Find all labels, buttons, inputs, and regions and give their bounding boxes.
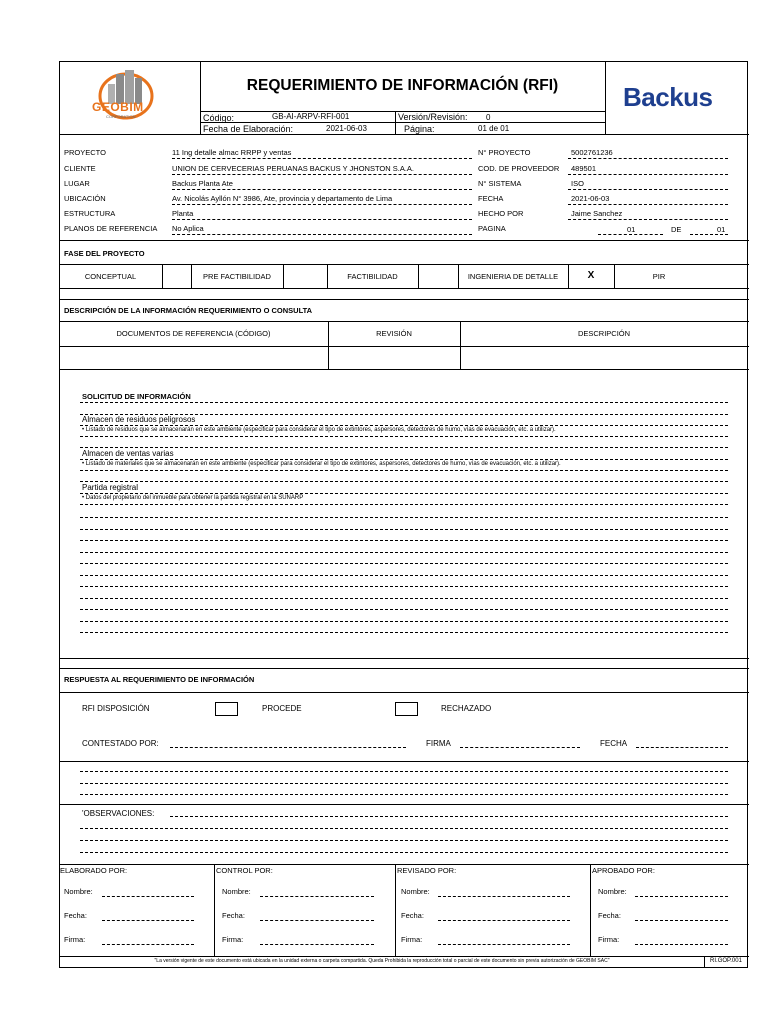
solicitud-title: SOLICITUD DE INFORMACIÓN [82,392,191,401]
footer-note: "La versión vigente de este documento está ubicada en la unidad externa o carpeta compartida. Queda Prohibida la reproducción total o parcial de este documento sin previa autorización de GEOBIM SAC" [154,958,610,964]
geobim-logo-text: GEOBIM [92,100,144,114]
hechopor-value: Jaime Sanchez [571,209,623,218]
cliente-label: CLIENTE [64,164,96,173]
observaciones-label: 'OBSERVACIONES: [82,809,155,818]
fase-title: FASE DEL PROYECTO [64,249,145,258]
elaborado-firma-label: Firma: [64,935,86,944]
codprov-value: 489501 [571,164,597,173]
aprobado-firma-field[interactable] [635,944,728,945]
cliente-value: UNION DE CERVECERIAS PERUANAS BACKUS Y JHONSTON S.A.A. [172,164,415,173]
observaciones-field[interactable] [170,816,728,817]
fecha-info-label: FECHA [478,194,504,203]
aprobado-fecha-field[interactable] [635,920,728,921]
rfi-disposicion-label: RFI DISPOSICIÓN [82,704,150,713]
solicitud-line-2: • Listado de materiales que se almacenarán en este ambiente (especificar para considerar el tipo de extintores, aspersores, detectores de humo, vías de evacuación, etc. a utilizar). [82,461,561,467]
fecha-respuesta-label: FECHA [600,739,628,748]
pagina-info-value: 01 [627,225,636,234]
control-firma-field[interactable] [260,944,374,945]
revisado-firma-label: Firma: [401,935,423,944]
fase-conceptual: CONCEPTUAL [84,272,137,281]
elaborado-label: ELABORADO POR: [60,866,128,875]
proyecto-label: PROYECTO [64,148,106,157]
contestado-field[interactable] [170,747,406,748]
pagina-value: 01 de 01 [478,124,510,133]
fecha-info-value: 2021-06-03 [571,194,610,203]
proyecto-value: 11 Ing detalle almac RRPP y ventas [172,148,292,157]
procede-checkbox[interactable] [215,702,238,716]
revisado-fecha-field[interactable] [438,920,570,921]
control-fecha-field[interactable] [260,920,374,921]
revisado-nombre-label: Nombre: [401,887,430,896]
fase-factibilidad: FACTIBILIDAD [347,272,398,281]
pagina-label: Página: [404,124,435,134]
revisado-label: REVISADO POR: [397,866,457,875]
col-descripcion: DESCRIPCIÓN [577,329,631,338]
ubicacion-label: UBICACIÓN [64,194,106,203]
solicitud-heading-3: Partida registral [82,483,139,492]
footer-code: RI.GOP.001 [710,958,742,964]
aprobado-fecha-label: Fecha: [598,911,621,920]
codigo-value: GB-AI-ARPV-RFI-001 [272,112,350,121]
backus-logo: Backus [623,82,713,112]
contestado-label: CONTESTADO POR: [82,739,159,748]
planos-value: No Aplica [172,224,204,233]
procede-label: PROCEDE [262,704,302,713]
elaborado-nombre-field[interactable] [102,896,194,897]
de-label: DE [671,225,682,234]
elaborado-nombre-label: Nombre: [64,887,93,896]
solicitud-heading-2: Almacen de ventas varias [82,449,174,458]
fecha-respuesta-field[interactable] [636,747,728,748]
version-label: Versión/Revisión: [398,112,468,122]
geobim-logo [78,66,178,124]
fecha-elaboracion-label: Fecha de Elaboración: [203,124,294,134]
fase-mark[interactable]: X [587,270,595,281]
nproyecto-label: N° PROYECTO [478,148,531,157]
ubicacion-value: Av. Nicolás Ayllón N° 3986, Ate, provincia y departamento de Lima [172,194,393,203]
codigo-label: Código: [203,113,235,123]
page-title: REQUERIMIENTO DE INFORMACIÓN (RFI) [246,77,559,94]
nsistema-label: N° SISTEMA [478,179,522,188]
lugar-label: LUGAR [64,179,90,188]
firma-label: FIRMA [426,739,451,748]
descripcion-title: DESCRIPCIÓN DE LA INFORMACIÓN REQUERIMIENTO O CONSULTA [64,306,313,315]
aprobado-firma-label: Firma: [598,935,620,944]
revisado-fecha-label: Fecha: [401,911,424,920]
geobim-logo-subtext: CORPORATION [106,114,136,119]
fase-ingenieria-detalle: INGENIERIA DE DETALLE [467,272,559,281]
revisado-nombre-field[interactable] [438,896,570,897]
elaborado-fecha-label: Fecha: [64,911,87,920]
lugar-value: Backus Planta Ate [172,179,233,188]
control-nombre-field[interactable] [260,896,374,897]
fase-prefactibilidad: PRE FACTIBILIDAD [203,272,271,281]
revisado-firma-field[interactable] [438,944,570,945]
solicitud-heading-1: Almacen de residuos peligrosos [82,415,196,424]
form-frame [59,61,748,968]
control-nombre-label: Nombre: [222,887,251,896]
nproyecto-value: 5002761236 [571,148,613,157]
firma-field[interactable] [460,747,580,748]
de-value: 01 [717,225,726,234]
col-revision: REVISIÓN [376,329,412,338]
codprov-label: COD. DE PROVEEDOR [478,164,560,173]
nsistema-value: ISO [571,179,584,188]
solicitud-line-1: • Listado de residuos que se almacenarán en este ambiente (especificar para considerar el tipo de extintores, aspersores, detectores de humo, vías de evacuación, etc. a utilizar). [82,427,556,433]
elaborado-fecha-field[interactable] [102,920,194,921]
control-firma-label: Firma: [222,935,244,944]
solicitud-line-3: • Datos del propietario del inmueble para obtener la partida registral en la SUNARP [82,495,304,501]
col-documentos-referencia: DOCUMENTOS DE REFERENCIA (CÓDIGO) [116,329,271,338]
control-label: CONTROL POR: [216,866,273,875]
elaborado-firma-field[interactable] [102,944,194,945]
fecha-elaboracion-value: 2021-06-03 [326,124,367,133]
hechopor-label: HECHO POR [478,209,524,218]
version-value: 0 [486,113,491,122]
rechazado-checkbox[interactable] [395,702,418,716]
estructura-value: Planta [172,209,194,218]
estructura-label: ESTRUCTURA [64,209,116,218]
aprobado-nombre-label: Nombre: [598,887,627,896]
pagina-info-label: PAGINA [478,224,506,233]
planos-label: PLANOS DE REFERENCIA [64,224,158,233]
fase-pir: PIR [652,272,666,281]
rechazado-label: RECHAZADO [441,704,492,713]
aprobado-label: APROBADO POR: [592,866,655,875]
control-fecha-label: Fecha: [222,911,245,920]
aprobado-nombre-field[interactable] [635,896,728,897]
respuesta-title: RESPUESTA AL REQUERIMIENTO DE INFORMACIÓN [64,675,255,684]
